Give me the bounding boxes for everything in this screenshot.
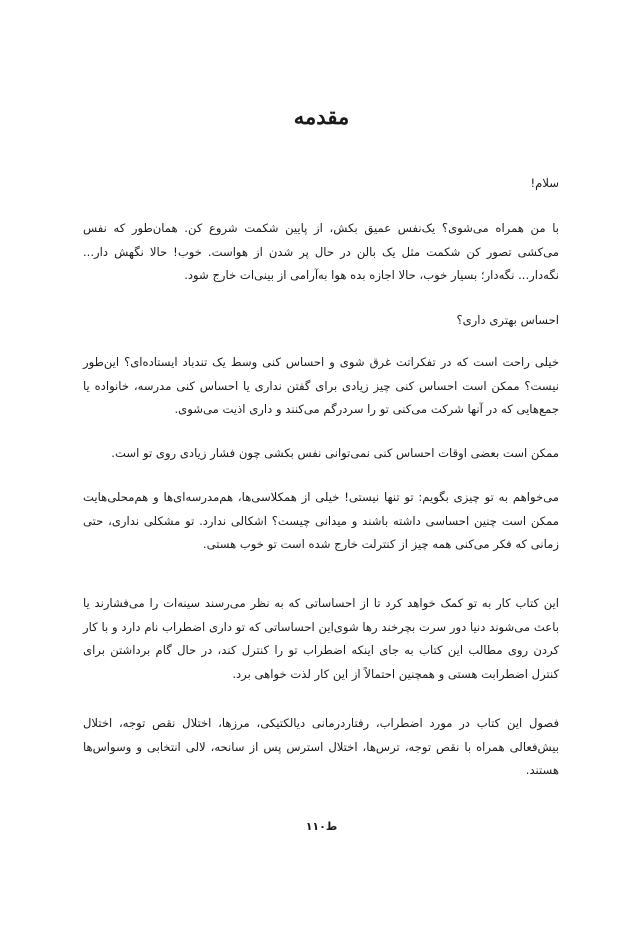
paragraph-breathing: با من همراه می‌شوی؟ یک‌نفس عمیق بکش، از پایین شکمت شروع کن. همان‌طور که نفس می‌کشی تصور کن شکمت مثل یک بالن در حال پر شدن از هواست. خوب! حالا نگهش دار... نگه‌دار... نگه‌دار؛ بسیار خوب، حالا اجازه بده هوا به‌آرامی از بینی‌ات خارج شود.	[83, 221, 559, 283]
paragraph-pressure: ممکن است بعضی اوقات احساس کنی نمی‌توانی نفس بکشی چون فشار زیادی روی تو است.	[111, 446, 559, 460]
page-title: مقدمه	[293, 104, 350, 130]
paragraph-thoughts: خیلی راحت است که در تفکراتت غرق شوی و احساس کنی وسط یک تندباد ایستاده‌ای؟ این‌طور نیست؟ ممکن است احساس کنی چیز زیادی برای گفتن نداری یا احساس کنی مدرسه، خانواده یا جمع‌هایی که در آنها شرکت می‌کنی تو را سردرگم می‌کنند و داری اذیت می‌شوی.	[83, 355, 559, 417]
page-number: ط۱۱۰	[305, 820, 338, 833]
paragraph-not-alone: می‌خواهم به تو چیزی بگویم: تو تنها نیستی! خیلی از همکلاسی‌ها، هم‌مدرسه‌ای‌ها و هم‌محلی‌هایت ممکن است چنین احساسی داشته باشند و میدانی چیست؟ اشکالی ندارد. تو مشکلی نداری، حتی زمانی که فکر می‌کنی همه چیز از کنترلت خارج شده است تو خوب هستی.	[83, 490, 559, 552]
paragraph-question: احساس بهتری داری؟	[456, 313, 559, 327]
paragraph-greeting: سلام!	[530, 176, 559, 190]
paragraph-chapters: فصول این کتاب در مورد اضطراب، رفتاردرمانی دیالکتیکی، مرزها، اختلال نقص توجه، اختلال بیش‌فعالی همراه با نقص توجه، ترس‌ها، اختلال استرس پس از سانحه، لالی انتخابی و وسواس‌ها هستند.	[83, 716, 559, 778]
paragraph-workbook: این کتاب کار به تو کمک خواهد کرد تا از احساساتی که به نظر می‌رسند سینه‌ات را می‌فشارند یا باعث می‌شوند دنیا دور سرت بچرخند رها شوی‌این احساساتی که تو داری اضطراب نام دارد و با کار کردن روی مطالب این کتاب به جای اینکه اضطراب تو را کنترل کند، در حال گام برداشتن برای کنترل اضطرابت هستی و همچنین احتمالاً از این کار لذت خواهی برد.	[83, 596, 559, 681]
